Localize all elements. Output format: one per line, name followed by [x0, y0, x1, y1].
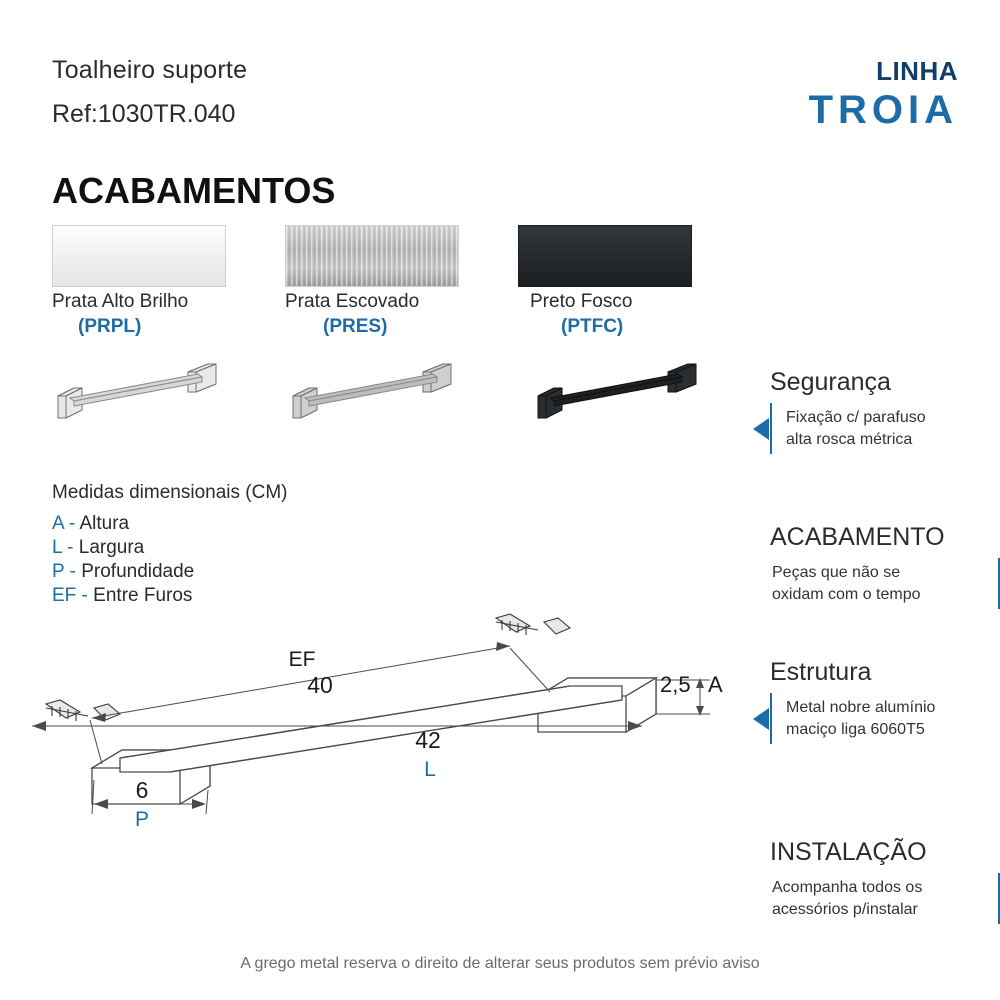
feature-body-seguranca	[770, 403, 1000, 454]
feature-line2-acabamento: oxidam com o tempo	[772, 585, 921, 603]
feature-seguranca	[770, 368, 1000, 454]
dimension-key-p: P -	[52, 561, 76, 582]
finishes-section-title: ACABAMENTOS	[52, 170, 336, 211]
finish-label-prpl: Prata Alto Brilho	[52, 291, 189, 312]
ef-value: 40	[307, 672, 333, 698]
dimension-text-p: Profundidade	[81, 561, 195, 582]
feature-line1-estrutura: Metal nobre alumínio	[786, 699, 936, 716]
feature-line1-instalacao: Acompanha todos os	[772, 879, 923, 896]
feature-instalacao	[770, 838, 1000, 924]
arrow-left-icon	[753, 418, 769, 440]
finish-swatch-prpl	[52, 225, 226, 287]
feature-line2-instalacao: acessórios p/instalar	[772, 900, 918, 918]
dimension-text-ef: Entre Furos	[93, 585, 193, 606]
brand-name-label: TROIA	[808, 88, 958, 132]
page-title: Toalheiro suporte	[52, 56, 248, 84]
feature-line2-estrutura: maciço liga 6060T5	[786, 720, 925, 738]
feature-body-acabamento	[770, 558, 1000, 609]
technical-drawing	[10, 608, 750, 838]
finish-code-ptfc: (PTFC)	[561, 316, 624, 337]
l-label: L	[424, 758, 436, 781]
product-thumbnail-ptfc	[528, 352, 728, 422]
brand-line-label: LINHA	[876, 56, 958, 86]
finish-label-pres: Prata Escovado	[285, 291, 420, 312]
dimension-key-l: L -	[52, 537, 74, 558]
dimension-text-l: Largura	[78, 537, 145, 558]
feature-body-estrutura	[770, 693, 1000, 744]
feature-acabamento	[770, 523, 1000, 609]
footer-disclaimer: A grego metal reserva o direito de alterar seus produtos sem prévio aviso	[240, 955, 760, 972]
p-value: 6	[135, 777, 149, 803]
dimension-legend-ef	[52, 585, 192, 607]
feature-estrutura	[770, 658, 1000, 744]
dimension-legend-a	[52, 513, 129, 535]
product-thumbnail-prpl	[48, 352, 248, 422]
dimension-text-a: Altura	[79, 513, 130, 534]
feature-body-instalacao	[770, 873, 1000, 924]
ef-label: EF	[288, 648, 316, 671]
dimension-key-ef: EF -	[52, 585, 88, 606]
feature-line1-seguranca: Fixação c/ parafuso	[786, 409, 926, 426]
p-label: P	[134, 808, 150, 831]
feature-line2-seguranca: alta rosca métrica	[786, 430, 913, 448]
feature-title-estrutura: Estrutura	[770, 658, 872, 686]
a-value: 2,5	[660, 672, 691, 697]
finish-swatch-ptfc	[518, 225, 692, 287]
dimension-key-a: A -	[52, 513, 76, 534]
finish-swatch-pres	[285, 225, 459, 287]
finish-code-prpl: (PRPL)	[78, 316, 142, 337]
feature-title-acabamento: ACABAMENTO	[770, 523, 945, 551]
feature-line1-acabamento: Peças que não se	[772, 564, 901, 581]
product-thumbnail-pres	[283, 352, 483, 422]
dimension-legend-p	[52, 561, 194, 583]
finish-code-pres: (PRES)	[323, 316, 388, 337]
dimension-legend-l	[52, 537, 144, 559]
a-label: A	[708, 672, 723, 697]
dimensions-title: Medidas dimensionais (CM)	[52, 482, 288, 503]
arrow-left-icon	[753, 708, 769, 730]
l-value: 42	[415, 727, 441, 753]
feature-title-instalacao: INSTALAÇÃO	[770, 838, 927, 866]
finish-label-ptfc: Preto Fosco	[530, 291, 633, 312]
feature-title-seguranca: Segurança	[770, 368, 891, 396]
product-reference: Ref:1030TR.040	[52, 100, 236, 128]
